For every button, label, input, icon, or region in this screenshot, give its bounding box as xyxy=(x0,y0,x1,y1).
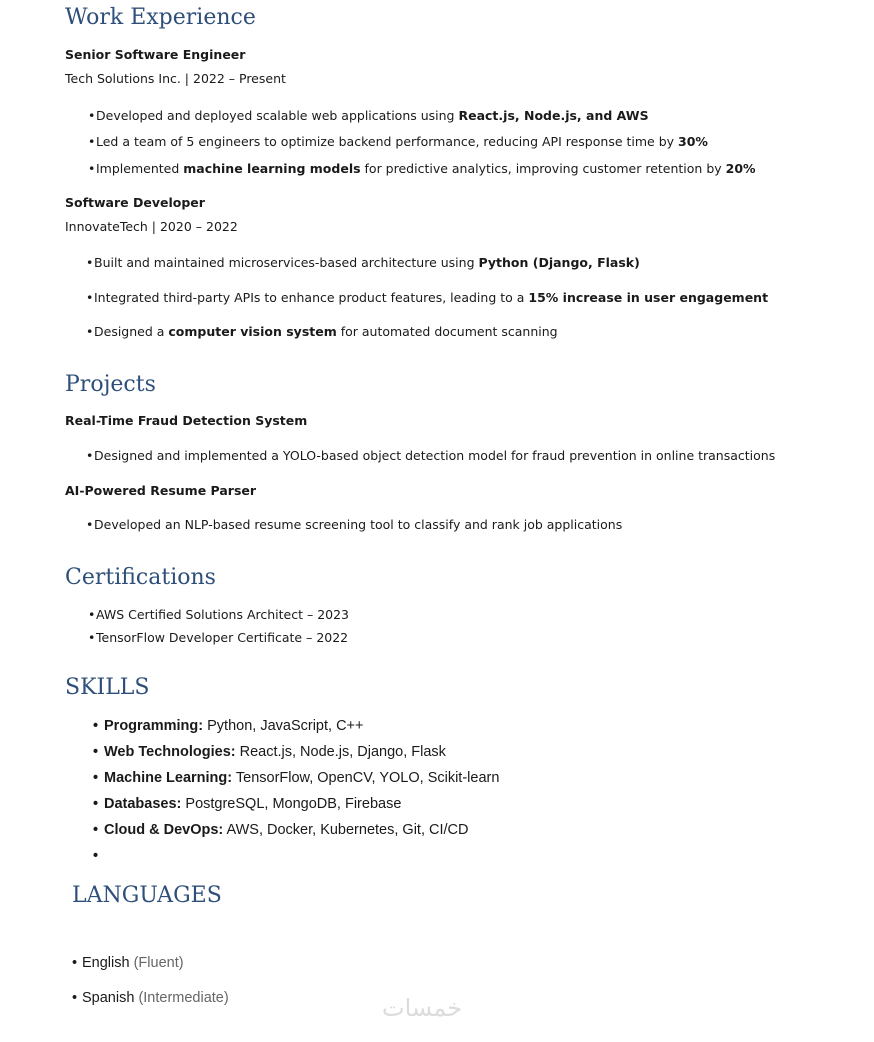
section-title-certifications: Certifications xyxy=(65,565,216,590)
bullet-icon: • xyxy=(88,134,96,149)
list-item: • Web Technologies: React.js, Node.js, Django, Flask xyxy=(93,744,446,760)
bullet-icon: • xyxy=(93,848,99,864)
bullet-icon: • xyxy=(88,607,96,622)
list-item: • Cloud & DevOps: AWS, Docker, Kubernetes, Git, CI/CD xyxy=(93,822,469,838)
list-item: •Designed and implemented a YOLO-based object detection model for fraud prevention in online transactions xyxy=(86,448,776,463)
bullet-icon: • xyxy=(93,744,99,760)
list-item: •Developed an NLP-based resume screening tool to classify and rank job applications xyxy=(86,517,623,532)
list-item-empty xyxy=(93,847,104,865)
list-item: • Programming: Python, JavaScript, C++ xyxy=(93,718,364,734)
list-item: •Built and maintained microservices-based architecture using Python (Django, Flask) xyxy=(86,255,640,270)
bullet-icon: • xyxy=(93,796,99,812)
list-item: •TensorFlow Developer Certificate – 2022 xyxy=(88,630,349,645)
list-item: •Led a team of 5 engineers to optimize backend performance, reducing API response time by 30% xyxy=(88,134,708,149)
job-meta: InnovateTech | 2020 – 2022 xyxy=(65,219,238,234)
bullet-icon: • xyxy=(93,822,99,838)
job-meta: Tech Solutions Inc. | 2022 – Present xyxy=(65,71,286,86)
project-title: Real-Time Fraud Detection System xyxy=(65,413,308,428)
bullet-icon: • xyxy=(88,630,96,645)
list-item: • Spanish (Intermediate) xyxy=(72,990,229,1006)
list-item: • English (Fluent) xyxy=(72,955,184,971)
bullet-icon: • xyxy=(86,255,94,270)
list-item: •Implemented machine learning models for predictive analytics, improving customer retention by 20% xyxy=(88,161,756,176)
bullet-icon: • xyxy=(88,161,96,176)
bullet-icon: • xyxy=(86,448,94,463)
list-item: • Databases: PostgreSQL, MongoDB, Firebase xyxy=(93,796,402,812)
list-item: •AWS Certified Solutions Architect – 2023 xyxy=(88,607,350,622)
list-item: • Machine Learning: TensorFlow, OpenCV, YOLO, Scikit-learn xyxy=(93,770,500,786)
bullet-icon: • xyxy=(72,990,78,1006)
bullet-icon: • xyxy=(93,718,99,734)
section-title-languages: LANGUAGES xyxy=(72,883,222,908)
list-item: •Designed a computer vision system for automated document scanning xyxy=(86,324,558,339)
bullet-icon: • xyxy=(86,324,94,339)
bullet-icon: • xyxy=(72,955,78,971)
section-title-projects: Projects xyxy=(65,372,156,397)
section-title-skills: SKILLS xyxy=(65,675,150,700)
bullet-icon: • xyxy=(88,108,96,123)
section-title-work-experience: Work Experience xyxy=(65,5,256,30)
bullet-icon: • xyxy=(86,290,94,305)
job-title: Senior Software Engineer xyxy=(65,47,246,62)
job-title: Software Developer xyxy=(65,195,205,210)
project-title: AI-Powered Resume Parser xyxy=(65,483,257,498)
watermark: خمسات xyxy=(382,994,463,1022)
bullet-icon: • xyxy=(93,770,99,786)
bullet-icon: • xyxy=(86,517,94,532)
list-item: •Integrated third-party APIs to enhance product features, leading to a 15% increase in user engagement xyxy=(86,290,769,305)
list-item: •Developed and deployed scalable web applications using React.js, Node.js, and AWS xyxy=(88,108,649,123)
